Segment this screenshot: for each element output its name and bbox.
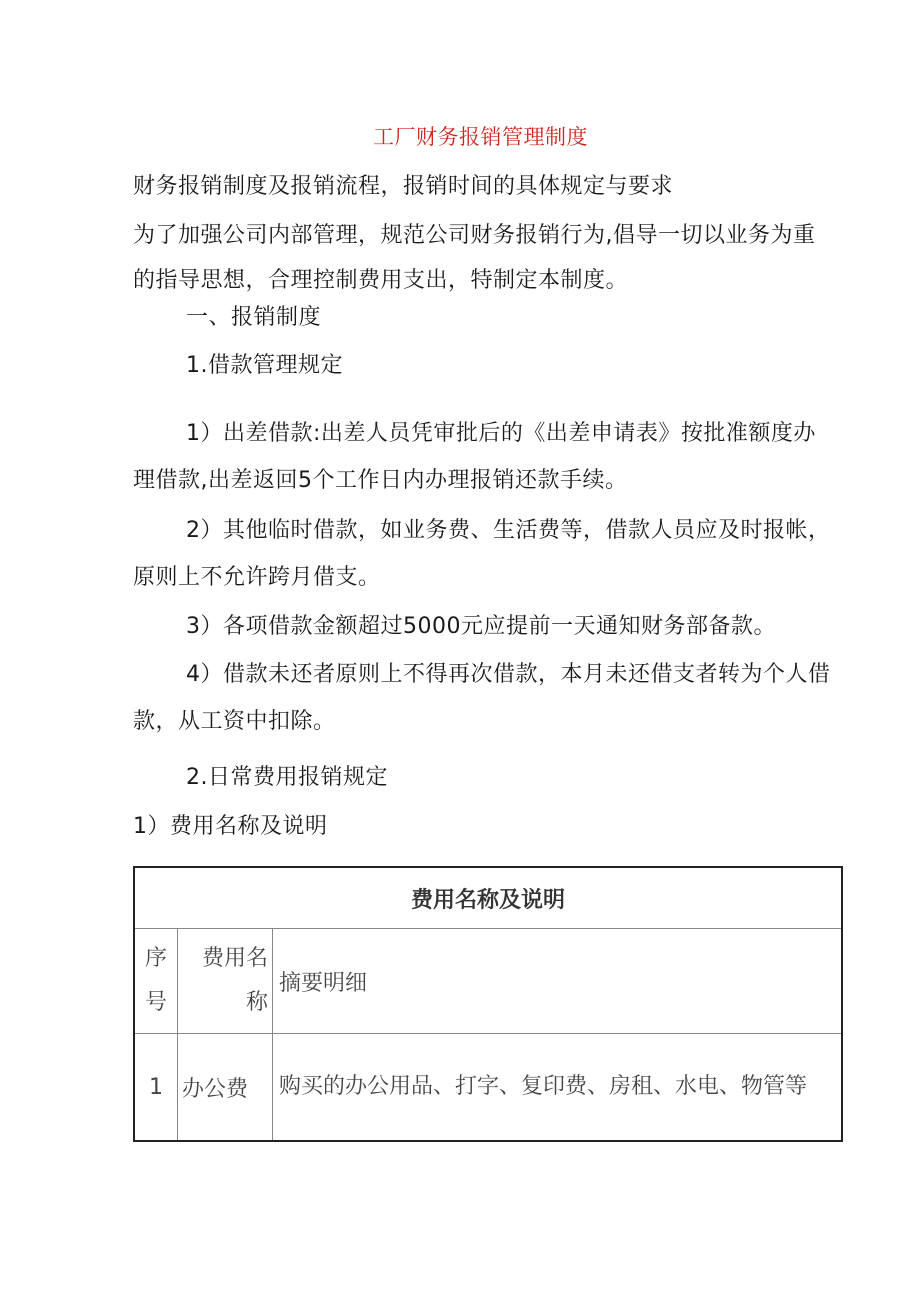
- row-fee-name: 办公费: [178, 1034, 273, 1142]
- item-4-line-1: 4）借款未还者原则上不得再次借款，本月未还借支者转为个人借: [186, 662, 831, 687]
- section-heading-1: 一、报销制度: [186, 305, 322, 330]
- doc-subtitle: 财务报销制度及报销流程，报销时间的具体规定与要求: [133, 174, 674, 199]
- table-caption-row: [134, 867, 842, 929]
- header-number-line-1: 序: [144, 946, 167, 971]
- header-fee-name-line-1: 费用名: [201, 946, 268, 971]
- row-number: 1: [134, 1034, 178, 1142]
- item-2-line-2: 原则上不允许跨月借支。: [133, 565, 381, 590]
- header-number-line-2: 号: [144, 990, 167, 1015]
- item-1-line-2: 理借款,出差返回5个工作日内办理报销还款手续。: [133, 468, 628, 493]
- fee-table: [133, 866, 843, 1142]
- table-header-row: [134, 929, 842, 1034]
- doc-title: 工厂财务报销管理制度: [373, 125, 588, 149]
- subsection-heading-2: 2.日常费用报销规定: [186, 765, 388, 790]
- item-4-line-2: 款，从工资中扣除。: [133, 709, 336, 734]
- table-row: [134, 1034, 842, 1142]
- item-1-line-1: 1）出差借款:出差人员凭审批后的《出差申请表》按批准额度办: [186, 421, 816, 446]
- row-description: 购买的办公用品、打字、复印费、房租、水电、物管等: [273, 1034, 843, 1142]
- subsection-heading-1: 1.借款管理规定: [186, 353, 343, 378]
- header-cell-description: 摘要明细: [273, 929, 843, 1034]
- intro-paragraph-line-2: 的指导思想，合理控制费用支出，特制定本制度。: [133, 268, 629, 293]
- intro-paragraph-line-1: 为了加强公司内部管理，规范公司财务报销行为,倡导一切以业务为重: [133, 223, 816, 248]
- header-cell-number: [134, 929, 178, 1034]
- header-fee-name-line-2: 称: [245, 990, 268, 1015]
- subsection-2-item-1: 1）费用名称及说明: [133, 814, 328, 839]
- header-cell-fee-name: [178, 929, 273, 1034]
- item-2-line-1: 2）其他临时借款，如业务费、生活费等，借款人员应及时报帐，: [186, 518, 831, 543]
- table-caption: 费用名称及说明: [134, 867, 842, 929]
- item-3-line-1: 3）各项借款金额超过5000元应提前一天通知财务部备款。: [186, 614, 776, 639]
